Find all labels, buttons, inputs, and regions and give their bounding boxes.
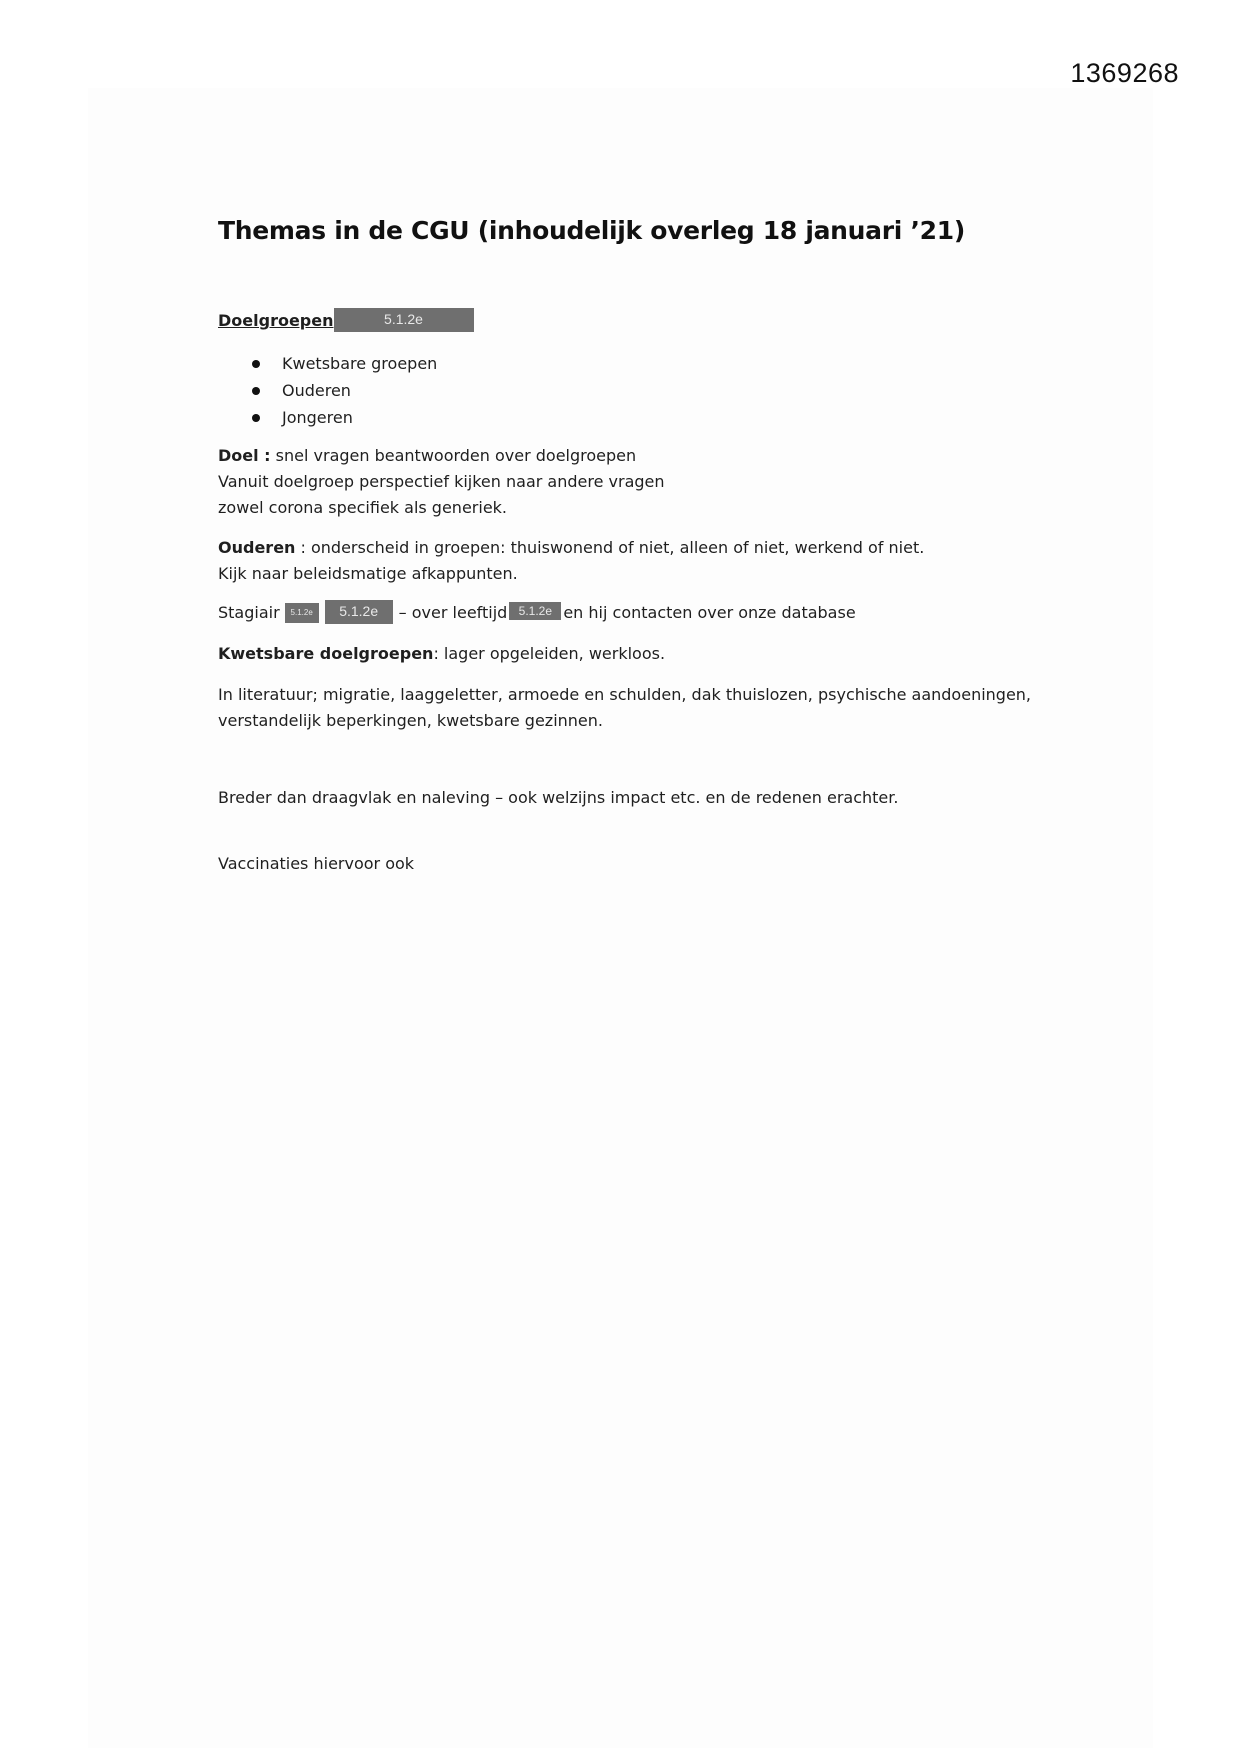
document-id-number: 1369268 <box>1070 58 1179 88</box>
bullet-icon <box>252 414 260 422</box>
list-item-label: Kwetsbare groepen <box>282 354 438 373</box>
list-item <box>218 350 437 377</box>
kwetsbare-paragraph <box>218 641 665 667</box>
list-item-label: Ouderen <box>282 381 351 400</box>
list-item-label: Jongeren <box>282 408 353 427</box>
doelgroepen-heading-row <box>218 308 474 334</box>
ouderen-line-1: : onderscheid in groepen: thuiswonend of niet, alleen of niet, werkend of niet. <box>295 538 925 557</box>
stagiair-text-middle: – over leeftijd <box>398 603 508 622</box>
breder-paragraph: Breder dan draagvlak en naleving – ook welzijns impact etc. en de redenen erachter. <box>218 788 899 807</box>
literatuur-line-2: verstandelijk beperkingen, kwetsbare gezinnen. <box>218 711 603 730</box>
ouderen-paragraph <box>218 535 924 587</box>
stagiair-paragraph <box>218 600 856 626</box>
ouderen-line-2: Kijk naar beleidsmatige afkappunten. <box>218 564 518 583</box>
redaction-block: 5.1.2e <box>509 602 561 620</box>
stagiair-text-end: en hij contacten over onze database <box>563 603 856 622</box>
doel-line-2: Vanuit doelgroep perspectief kijken naar andere vragen <box>218 472 665 491</box>
doel-line-1: snel vragen beantwoorden over doelgroepen <box>270 446 637 465</box>
bullet-icon <box>252 387 260 395</box>
ouderen-label: Ouderen <box>218 538 296 557</box>
doelgroepen-heading: Doelgroepen <box>218 311 334 330</box>
literatuur-line-1: In literatuur; migratie, laaggeletter, armoede en schulden, dak thuislozen, psychische aandoeningen, <box>218 685 1032 704</box>
doel-paragraph <box>218 443 665 521</box>
redaction-block: 5.1.2e <box>325 600 393 624</box>
bullet-icon <box>252 360 260 368</box>
doelgroepen-list <box>218 350 437 431</box>
stagiair-text-start: Stagiair <box>218 603 280 622</box>
literatuur-paragraph <box>218 682 1031 734</box>
kwetsbare-text: : lager opgeleiden, werkloos. <box>433 644 666 663</box>
redaction-block: 5.1.2e <box>334 308 474 332</box>
vaccinaties-paragraph: Vaccinaties hiervoor ook <box>218 854 415 873</box>
kwetsbare-label: Kwetsbare doelgroepen <box>218 644 434 663</box>
list-item <box>218 404 437 431</box>
document-title: Themas in de CGU (inhoudelijk overleg 18 januari ’21) <box>218 216 965 245</box>
redaction-block: 5.1.2e <box>285 603 319 623</box>
doel-label: Doel : <box>218 446 271 465</box>
list-item <box>218 377 437 404</box>
page-background <box>88 88 1153 1748</box>
doel-line-3: zowel corona specifiek als generiek. <box>218 498 508 517</box>
